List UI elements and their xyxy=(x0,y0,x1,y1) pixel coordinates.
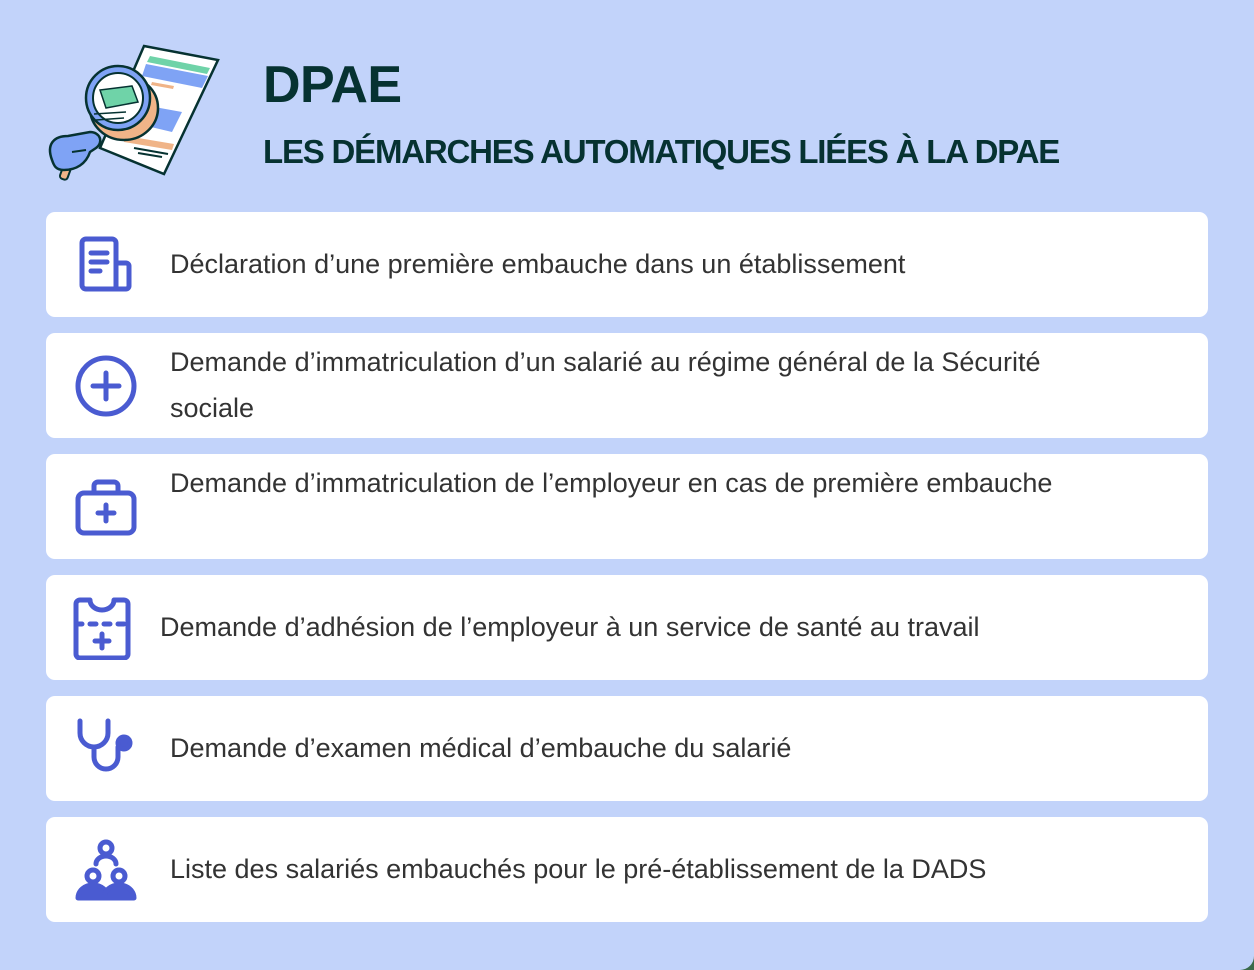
medical-vest-icon xyxy=(70,596,134,660)
magnifier-document-illustration xyxy=(42,40,222,185)
plus-circle-icon xyxy=(74,354,138,418)
list-item xyxy=(46,817,1208,922)
item-label: Demande d’immatriculation de l’employeur en cas de première embauche xyxy=(170,468,1053,498)
item-label: Déclaration d’une première embauche dans un établissement xyxy=(170,249,906,279)
list-item xyxy=(46,212,1208,317)
page-title: DPAE xyxy=(263,56,402,114)
item-label: Demande d’adhésion de l’employeur à un service de santé au travail xyxy=(160,612,980,642)
first-aid-kit-icon xyxy=(74,475,138,539)
list-item xyxy=(46,575,1208,680)
page-subtitle: LES DÉMARCHES AUTOMATIQUES LIÉES À LA DPAE xyxy=(263,133,1060,170)
document-icon xyxy=(74,233,138,297)
item-label: Demande d’immatriculation d’un salarié au régime général de la Sécurité sociale xyxy=(170,347,1041,423)
list-item xyxy=(46,333,1208,438)
team-icon xyxy=(74,838,138,902)
stethoscope-icon xyxy=(74,717,138,781)
item-label: Liste des salariés embauchés pour le pré-établissement de la DADS xyxy=(170,854,987,884)
list-item xyxy=(46,696,1208,801)
list-item xyxy=(46,454,1208,559)
item-label: Demande d’examen médical d’embauche du salarié xyxy=(170,733,792,763)
